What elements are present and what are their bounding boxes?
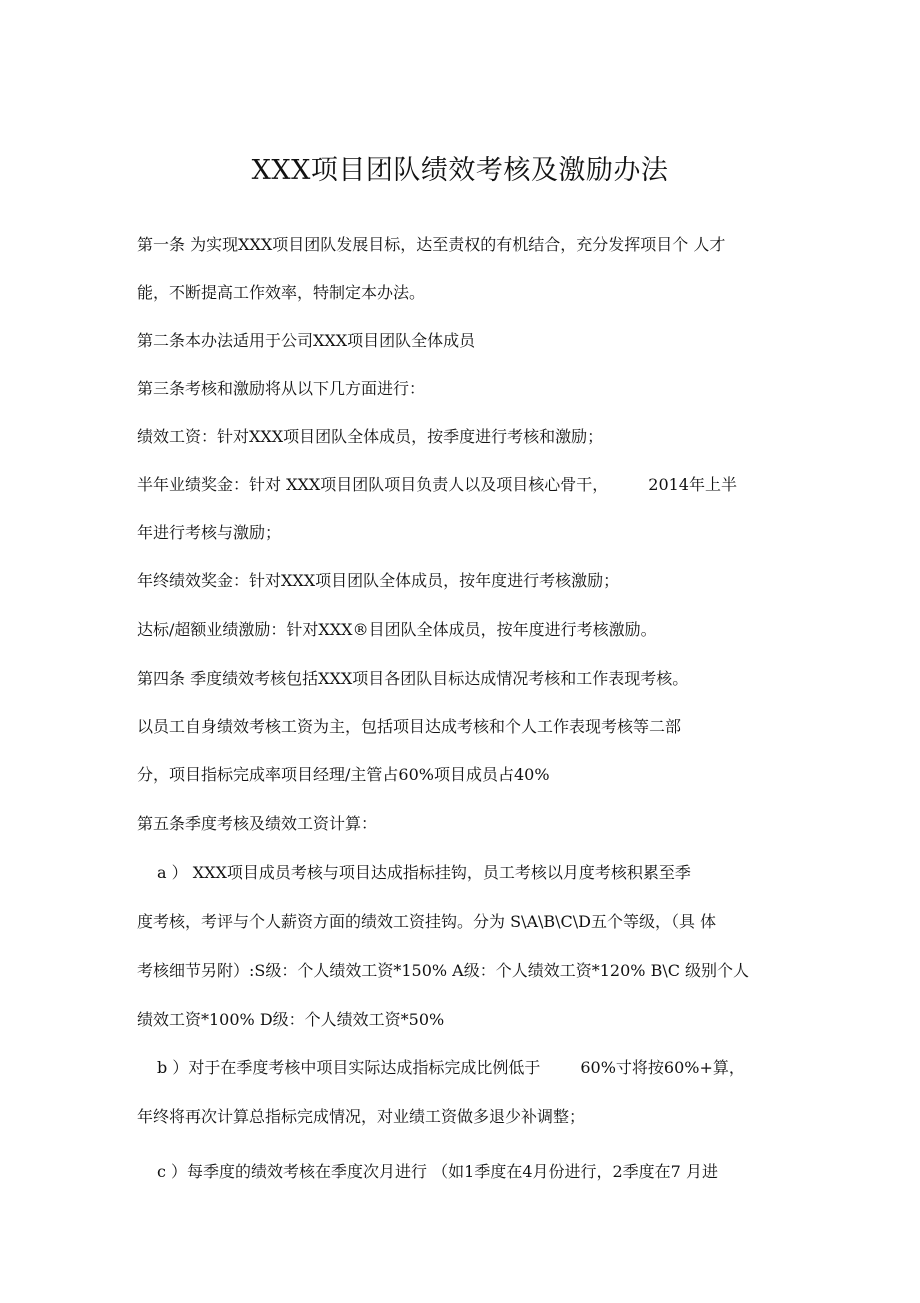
line-text: 第五条季度考核及绩效工资计算： — [137, 814, 378, 833]
line-text: 年终绩效奖金：针对XXX项目团队全体成员，按年度进行考核激励； — [137, 571, 620, 590]
text-line — [137, 331, 475, 351]
line-text: 第四条 季度绩效考核包括XXX项目各团队目标达成情况考核和工作表现考核。 — [137, 669, 689, 688]
line-text: 达标/超额业绩激励：针对XXX®目团队全体成员，按年度进行考核激励。 — [137, 620, 657, 639]
text-line — [137, 1010, 444, 1030]
text-line — [137, 765, 550, 785]
line-text: 第三条考核和激励将从以下几方面进行： — [137, 379, 426, 398]
line-text: 2014年上半 — [648, 475, 737, 494]
line-text: 第二条本办法适用于公司XXX项目团队全体成员 — [137, 331, 476, 350]
text-line — [137, 571, 619, 591]
text-line — [157, 1058, 745, 1078]
line-text: 第一条 为实现XXX项目团队发展目标，达至责权的有机结合，充分发挥项目个 人才 — [137, 235, 726, 254]
text-line — [137, 912, 716, 932]
text-line — [137, 427, 603, 447]
line-text: 60%寸将按60%+算， — [580, 1058, 745, 1077]
line-text: b ）对于在季度考核中项目实际达成指标完成比例低于 — [157, 1058, 541, 1077]
text-line — [137, 475, 737, 495]
line-text: 度考核，考评与个人薪资方面的绩效工资挂钩。分为 S\A\B\C\D五个等级，（具 体 — [137, 912, 717, 931]
text-line — [137, 379, 425, 399]
text-line — [137, 235, 725, 255]
line-text: c ）每季度的绩效考核在季度次月进行 （如1季度在4月份进行，2季度在7 月进 — [157, 1162, 718, 1181]
line-text: 年进行考核与激励； — [137, 523, 282, 542]
text-line — [137, 620, 657, 640]
text-line — [137, 283, 425, 303]
text-line — [137, 523, 281, 543]
line-text: a ） XXX项目成员考核与项目达成指标挂钩，员工考核以月度考核积累至季 — [157, 863, 691, 882]
text-line — [137, 961, 749, 981]
line-text: 以员工自身绩效考核工资为主，包括项目达成考核和个人工作表现考核等二部 — [137, 717, 682, 736]
line-text: 绩效工资：针对XXX项目团队全体成员，按季度进行考核和激励； — [137, 427, 604, 446]
text-line — [137, 717, 681, 737]
line-text: 考核细节另附）:S级：个人绩效工资*150% A级：个人绩效工资*120% B\C 级别个人 — [137, 961, 750, 980]
document-title: XXX项目团队绩效考核及激励办法 — [251, 155, 669, 186]
line-text: 分，项目指标完成率项目经理/主管占60%项目成员占40% — [137, 765, 550, 784]
line-text: 绩效工资*100% D级：个人绩效工资*50% — [137, 1010, 445, 1029]
text-line — [157, 863, 691, 883]
text-line — [137, 669, 688, 689]
text-line — [157, 1162, 718, 1182]
line-text: 半年业绩奖金：针对 XXX项目团队项目负责人以及项目核心骨干， — [137, 475, 609, 494]
text-line — [137, 1107, 585, 1127]
line-text: 年终将再次计算总指标完成情况，对业绩工资做多退少补调整； — [137, 1107, 586, 1126]
text-line — [137, 814, 377, 834]
line-text: 能，不断提高工作效率，特制定本办法。 — [137, 283, 426, 302]
